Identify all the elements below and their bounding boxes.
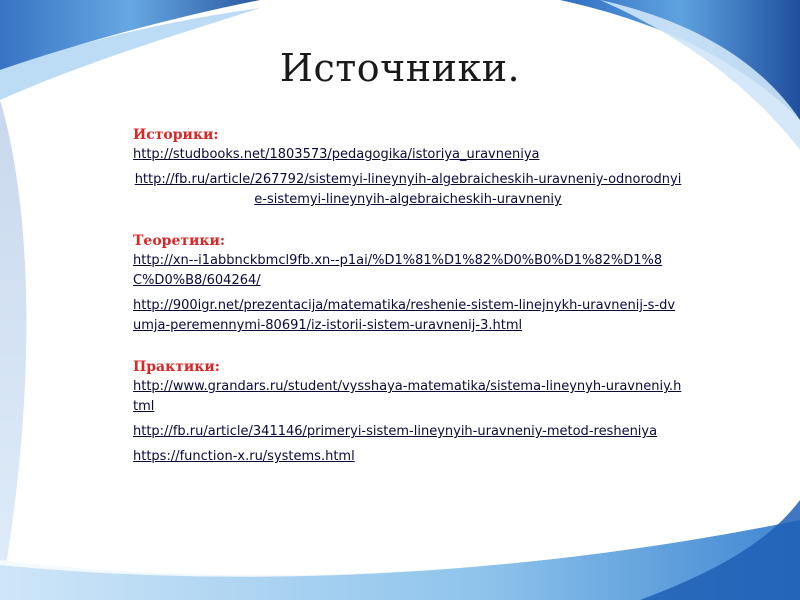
source-link[interactable]: http://studbooks.net/1803573/pedagogika/istoriya_uravneniya <box>133 147 540 162</box>
section-heading-theorists: Теоретики: <box>133 233 226 249</box>
slide-title: Источники. <box>279 46 521 90</box>
section-heading-historians: Историки: <box>133 127 219 143</box>
source-link[interactable]: http://xn--i1abbnckbmcl9fb.xn--p1ai/%D1%81%D1%82%D0%B0%D1%82%D1%8C%D0%B8/604264/ <box>133 253 663 288</box>
source-link[interactable]: https://function-x.ru/systems.html <box>133 449 355 464</box>
section-heading-practitioners: Практики: <box>133 359 220 375</box>
source-link[interactable]: http://www.grandars.ru/student/vysshaya-matematika/sistema-lineynyh-uravneniy.html <box>133 379 682 414</box>
section-gap <box>133 215 683 231</box>
section-gap <box>133 341 683 357</box>
source-link[interactable]: http://fb.ru/article/267792/sistemyi-lineynyih-algebraicheskih-uravneniy-odnorodnyie-sistemyi-lineynyih-algebraicheskih-uravneniy <box>134 172 682 207</box>
sources-content <box>133 125 683 472</box>
source-link[interactable]: http://900igr.net/prezentacija/matematika/reshenie-sistem-linejnykh-uravnenij-s-dvumja-peremennymi-80691/iz-istorii-sistem-uravnenij-3.html <box>133 298 676 333</box>
source-link[interactable]: http://fb.ru/article/341146/primeryi-sistem-lineynyih-uravneniy-metod-resheniya <box>133 424 658 439</box>
